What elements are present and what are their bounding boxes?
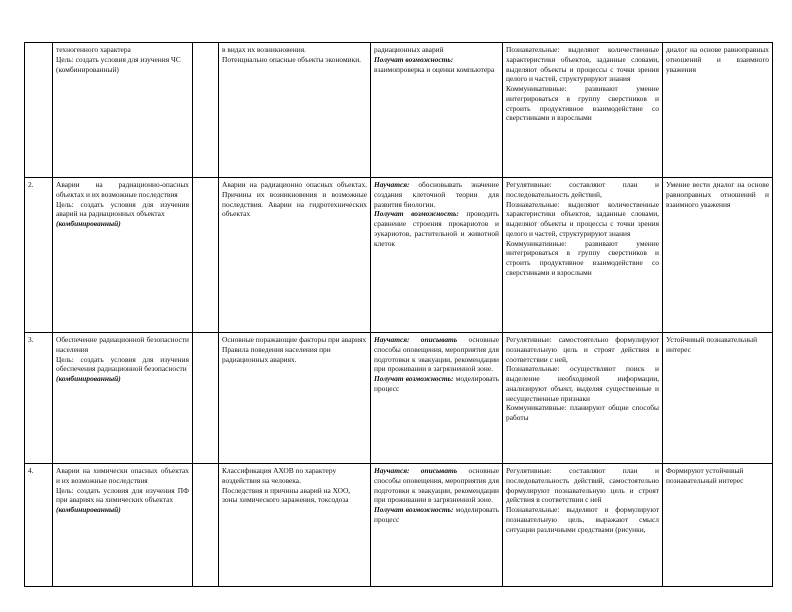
table-row [25,333,773,464]
activity-label: Получат возможность: [374,374,454,384]
activity-text: взаимопроверка и оценки компьютера [374,64,495,74]
activity-label: Получат возможность: [374,209,459,219]
row-number [25,43,53,178]
personal-line: диалог на основе равноправных отношений и взаимного уважения [666,45,769,74]
uud-cell [503,333,663,464]
topic-line: Аварии на химически опасных объектах и их возможные последствия [56,466,189,485]
topic-line: техногенного характера [56,45,131,54]
content-line: Последствия и причины аварий на ХОО, зоны химического заражения, токсодоза [222,485,351,505]
row-number: 3. [25,333,53,464]
empty-cell [193,333,219,464]
topic-goal: Цель: создать условия для изучения аварий на радиационных объектах [56,199,189,219]
topic-type: (комбинированный) [56,374,121,384]
table-row [25,43,773,178]
personal-cell [663,464,773,587]
personal-cell [663,333,773,464]
content-line: в видах их возникновения. [222,45,306,54]
uud-cell [503,43,663,178]
topic-type: (комбинированный) [56,219,121,229]
topic-cell [53,43,193,178]
uud-line: Коммуникативные: развивают умение интегрироваться в группу сверстников и строить продуктивное взаимодействие со сверстниками и взрослыми [506,238,659,277]
personal-cell [663,178,773,333]
activity-cell [371,43,503,178]
uud-line: Коммуникативные: планируют общие способы работы [506,403,659,423]
activity-cell [371,333,503,464]
activity-label: Научатся: описывать [374,335,458,344]
uud-line: Коммуникативные: развивают умение интегрироваться в группу сверстников и строить продуктивное взаимодействие со сверстниками и взрослыми [506,84,659,123]
empty-cell [193,43,219,178]
content-line: Классификация АХОВ по характеру воздействия на человека. [222,466,337,485]
content-line: Правила поведения населения при радиационных авариях. [222,344,331,364]
row-number: 4. [25,464,53,587]
activity-text: моделировать процесс [374,374,499,393]
personal-line: Устойчивый познавательный интерес [666,335,758,354]
personal-cell [663,43,773,178]
topic-cell [53,333,193,464]
content-cell [219,178,371,333]
activity-label: Получат возможность: [374,54,454,64]
topic-cell [53,464,193,587]
uud-line: Познавательные: выделяют и формулируют познавательную цель, выражают смысл ситуации различными средствами (рисунки, [506,505,659,534]
row-number: 2. [25,178,53,333]
activity-text: основные способы оповещения, мероприятия для подготовки к эвакуации, рекомендации при проживании в загрязненной зоне. [374,335,499,374]
content-line: Основные поражающие факторы при авариях [222,335,367,344]
uud-cell [503,178,663,333]
topic-line: Обеспечение радиационной безопасности населения [56,335,189,354]
uud-line: Регулятивные: самостоятельно формулируют познавательную цель и строят действия в соответствии с ней, [506,335,659,364]
activity-text: моделировать процесс [374,505,499,524]
topic-cell [53,178,193,333]
uud-line: Познавательные: выделяют количественные характеристики объектов, заданные словами, выделяют объекты и процессы с точки зрения целого и частей, структурируют знания [506,199,659,238]
uud-cell [503,464,663,587]
activity-text: проводить сравнение строения прокариотов и эукариотов, растительной и животной клеток [374,209,499,248]
uud-line: Регулятивные: составляют план и последовательность действий, [506,180,659,199]
empty-cell [193,464,219,587]
activity-label: Получат возможность: [374,505,454,515]
empty-cell [193,178,219,333]
activity-label: Научатся: описывать [374,466,458,475]
activity-lead: радиационных аварий [374,45,444,54]
uud-line: Познавательные: осуществляют поиск и выделение необходимой информации, анализируют объект, выделяя существенные и несущественные признаки [506,364,659,403]
uud-line: Регулятивные: составляют план и последовательность действий, самостоятельно формулируют познавательную цель и строят действия в соответствии с ней [506,466,659,505]
topic-goal: Цель: создать условия для изучения обеспечения радиационной безопасности [56,354,189,374]
topic-goal: Цель: создать условия для изучения ЧС [56,54,181,64]
content-cell [219,43,371,178]
activity-cell [371,464,503,587]
personal-line: Формируют устойчивый познавательный интерес [666,466,744,485]
activity-text: основные способы оповещения, мероприятия для подготовки к эвакуации, рекомендации при проживании в загрязненной зоне. [374,466,499,505]
uud-line: Познавательные: выделяют количественные характеристики объектов, заданные словами, выделяют объекты и процессы с точки зрения целого и частей, структурируют знания [506,45,659,84]
table-row [25,178,773,333]
activity-cell [371,178,503,333]
topic-type: (комбинированный) [56,64,119,74]
content-line: Потенциально опасные объекты экономики. [222,54,361,64]
activity-text: обосновывать значение создания клеточной теории для развития биологии. [374,180,499,209]
lesson-plan-table [24,42,773,587]
topic-type: (комбинированный) [56,505,121,515]
content-cell [219,464,371,587]
activity-label: Научатся: [374,180,410,189]
topic-line: Аварии на радиационно-опасных объектах и их возможные последствия [56,180,189,199]
content-line: Аварии на радиационно опасных объектах. Причины их возникновения и возможные последствия. Аварии на гидротехнических объектах [222,180,367,219]
content-cell [219,333,371,464]
personal-line: Умение вести диалог на основе равноправных отношений и взаимного уважения [666,180,769,209]
table-row [25,464,773,587]
topic-goal: Цель: создать условия для изучения ПФ при авариях на химических объектах [56,485,189,505]
